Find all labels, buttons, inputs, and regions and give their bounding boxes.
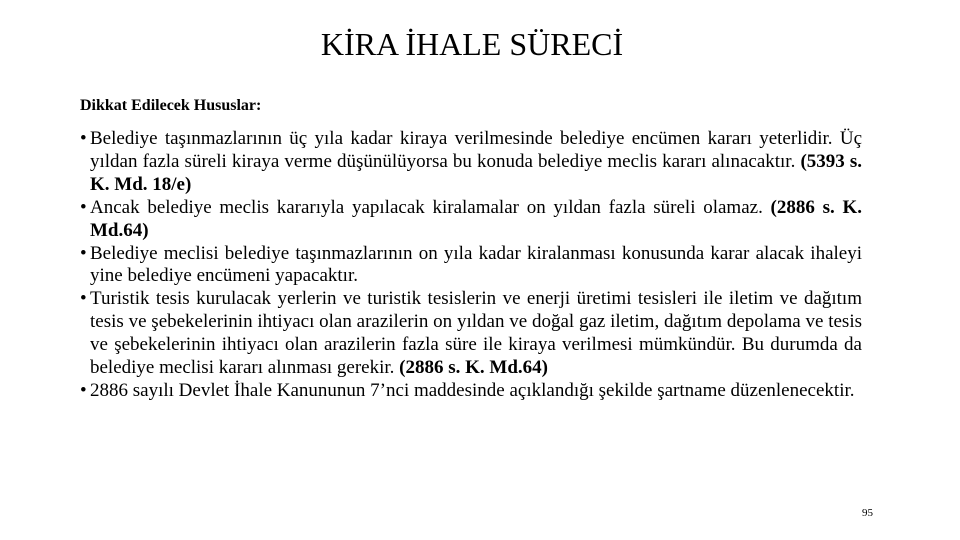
bullet-text: Turistik tesis kurulacak yerlerin ve turistik tesislerin ve enerji üretimi tesisleri ile iletim ve dağıtım tesis ve şebekelerinin ihtiyacı olan arazilerin on yıldan ve doğal gaz iletim, dağıtım depolama ve tesis ve şebekelerinin ihtiyacı olan arazilerin fazla süre ile kiraya verilmesi mümkündür. Bu durumda da belediye meclisi kararı alınması gerekir. xyxy=(90,288,862,379)
bullet-item xyxy=(80,197,862,243)
bullet-item xyxy=(80,288,862,380)
bullet-text: Ancak belediye meclis kararıyla yapılacak kiralamalar on yıldan fazla süreli olamaz. xyxy=(90,196,771,218)
bullet-item xyxy=(80,380,862,403)
bullet-item xyxy=(80,243,862,289)
slide-title: KİRA İHALE SÜRECİ xyxy=(320,26,624,62)
bullet-text: Belediye taşınmazlarının üç yıla kadar kiraya verilmesinde belediye encümen kararı yeterlidir. Üç yıldan fazla süreli kiraya verme düşünülüyorsa bu konuda belediye meclis kararı alınacaktır. xyxy=(90,128,862,172)
bullet-item xyxy=(80,128,862,197)
bullet-text: 2886 sayılı Devlet İhale Kanununun 7’nci maddesinde açıklandığı şekilde şartname düzenlenecektir. xyxy=(90,379,855,401)
legal-reference: (2886 s. K. Md.64) xyxy=(399,357,548,379)
bullet-text: Belediye meclisi belediye taşınmazlarının on yıla kadar kiralanması konusunda karar alacak ihaleyi yine belediye encümeni yapacaktır. xyxy=(90,242,862,287)
legal-reference: (5393 s. K. Md. 18/e) xyxy=(90,150,862,195)
bullet-list xyxy=(80,128,862,403)
section-label: Dikkat Edilecek Hususlar: xyxy=(80,97,262,114)
legal-reference: (2886 s. K. Md.64) xyxy=(90,196,862,241)
page-number: 95 xyxy=(862,507,873,519)
